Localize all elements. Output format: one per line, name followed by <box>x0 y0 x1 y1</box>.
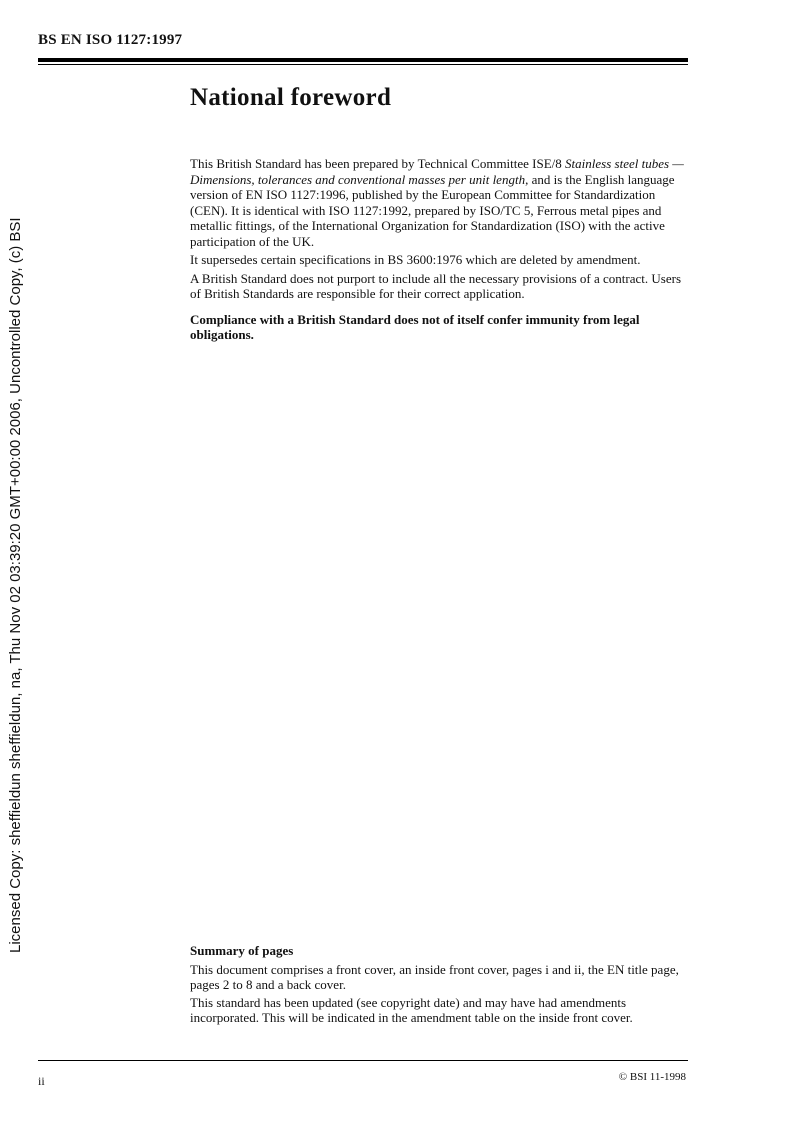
foreword-p1-start: This British Standard has been prepared by Technical Committee ISE/8 <box>190 156 566 171</box>
committee-title-italic: Stainless steel tubes — Dimensions, tolerances and conventional masses per unit length <box>190 156 684 187</box>
summary-of-pages <box>190 943 690 1028</box>
foreword-paragraph-1 <box>190 156 690 249</box>
license-watermark: Licensed Copy: sheffieldun sheffieldun, na, Thu Nov 02 03:39:20 GMT+00:00 2006, Uncontrolled Copy, (c) BSI <box>7 217 24 953</box>
summary-heading: Summary of pages <box>190 943 294 958</box>
summary-paragraph-1: This document comprises a front cover, an inside front cover, pages i and ii, the EN title page, pages 2 to 8 and a back cover. <box>190 961 679 992</box>
foreword-paragraph-3: A British Standard does not purport to include all the necessary provisions of a contract. Users of British Standards are responsible for their correct application. <box>190 270 682 301</box>
footer-rule <box>38 1060 688 1061</box>
page-title: National foreword <box>190 84 392 111</box>
page-number: ii <box>38 1074 45 1088</box>
header-rule-thin <box>38 64 688 65</box>
foreword-body <box>190 156 690 346</box>
foreword-p1-end: , and is the English language version of EN ISO 1127:1996, published by the European Committee for Standardization (CEN). It is identical with ISO 1127:1992, prepared by ISO/TC 5, Ferrous metal pipes and metallic fittings, of the International Organization for Standardization (ISO) with the active participation of the UK. <box>190 171 675 249</box>
foreword-paragraph-2: It supersedes certain specifications in BS 3600:1976 which are deleted by amendment. <box>190 252 641 267</box>
document-reference: BS EN ISO 1127:1997 <box>38 32 183 48</box>
copyright-notice: © BSI 11-1998 <box>618 1071 686 1083</box>
compliance-statement: Compliance with a British Standard does not of itself confer immunity from legal obligations. <box>190 311 640 342</box>
header-rule-thick <box>38 58 688 62</box>
summary-paragraph-2: This standard has been updated (see copyright date) and may have had amendments incorporated. This will be indicated in the amendment table on the inside front cover. <box>190 994 633 1025</box>
